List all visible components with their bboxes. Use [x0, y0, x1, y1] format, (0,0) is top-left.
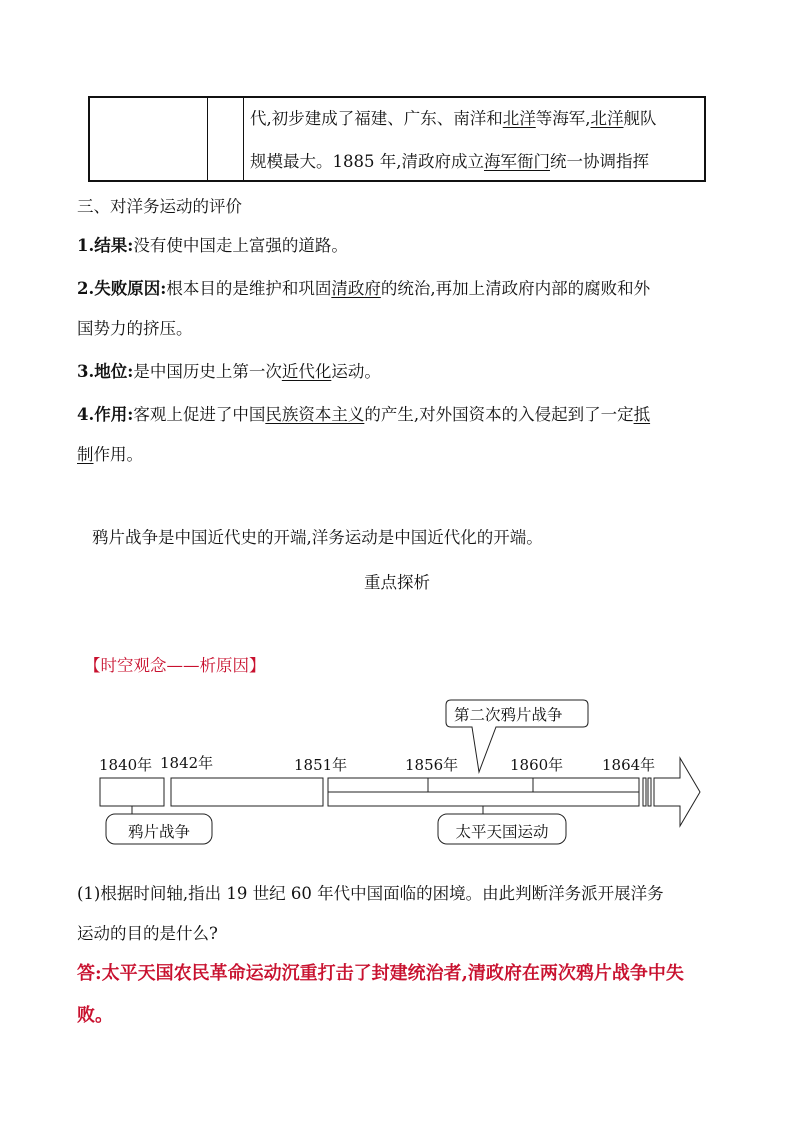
- item-label: 1.结果:: [77, 236, 134, 255]
- year-label: 1840年: [99, 756, 153, 774]
- answer-label: 答:: [77, 963, 102, 984]
- underlined-term: 北洋: [590, 109, 624, 128]
- table-text-row-1: 代,初步建成了福建、广东、南洋和北洋等海军,北洋舰队: [250, 109, 657, 128]
- section-heading: 三、对洋务运动的评价: [77, 197, 242, 216]
- timeline-diagram: [0, 690, 794, 860]
- year-label: 1860年: [510, 756, 564, 774]
- table-text-row-2: 规模最大。1885 年,清政府成立海军衙门统一协调指挥: [250, 152, 649, 171]
- year-label: 1864年: [602, 756, 656, 774]
- label-opium-war: 鸦片战争: [127, 823, 190, 841]
- evaluation-failure-reason-cont: 国势力的挤压。: [77, 319, 193, 338]
- item-label: 2.失败原因:: [77, 279, 167, 298]
- arrow-bar-1: [643, 778, 646, 806]
- callout-second-opium-war: 第二次鸦片战争: [454, 706, 563, 724]
- bracket-title: 【时空观念——析原因】: [84, 656, 266, 675]
- year-label: 1842年: [160, 754, 214, 772]
- year-label: 1851年: [294, 756, 348, 774]
- evaluation-effect: 4.作用:客观上促进了中国民族资本主义的产生,对外国资本的入侵起到了一定抵: [77, 405, 651, 424]
- label-taiping-movement: 太平天国运动: [455, 823, 549, 841]
- underlined-term: 抵: [633, 405, 651, 424]
- underlined-term: 海军衙门: [483, 152, 550, 171]
- question-line-2: 运动的目的是什么?: [77, 924, 218, 943]
- answer-line-1: 答:太平天国农民革命运动沉重打击了封建统治者,清政府在两次鸦片战争中失: [77, 963, 684, 984]
- year-label: 1856年: [405, 756, 459, 774]
- period-box-1840-1842: [100, 778, 164, 806]
- answer-line-2: 败。: [77, 1005, 113, 1026]
- table-divider-2: [243, 98, 244, 180]
- underlined-term: 近代化: [281, 362, 332, 381]
- note-text: 鸦片战争是中国近代史的开端,洋务运动是中国近代化的开端。: [92, 528, 543, 547]
- evaluation-failure-reason: 2.失败原因:根本目的是维护和巩固清政府的统治,再加上清政府内部的腐败和外: [77, 279, 651, 298]
- evaluation-result: 1.结果:没有使中国走上富强的道路。: [77, 236, 348, 255]
- history-table-fragment: [88, 96, 706, 182]
- underlined-term: 制: [77, 445, 94, 464]
- underlined-term: 民族资本主义: [265, 405, 365, 424]
- focus-title: 重点探析: [364, 573, 430, 592]
- item-label: 4.作用:: [77, 405, 134, 424]
- question-line-1: (1)根据时间轴,指出 19 世纪 60 年代中国面临的困境。由此判断洋务派开展洋务: [77, 884, 664, 903]
- arrow-bar-2: [648, 778, 651, 806]
- underlined-term: 北洋: [502, 109, 536, 128]
- evaluation-effect-cont: 制作用。: [77, 445, 143, 464]
- evaluation-status: 3.地位:是中国历史上第一次近代化运动。: [77, 362, 381, 381]
- table-divider-1: [207, 98, 208, 180]
- period-box-1842-1851: [171, 778, 323, 806]
- timeline-arrow-head: [654, 758, 700, 826]
- underlined-term: 清政府: [331, 279, 381, 298]
- item-label: 3.地位:: [77, 362, 134, 381]
